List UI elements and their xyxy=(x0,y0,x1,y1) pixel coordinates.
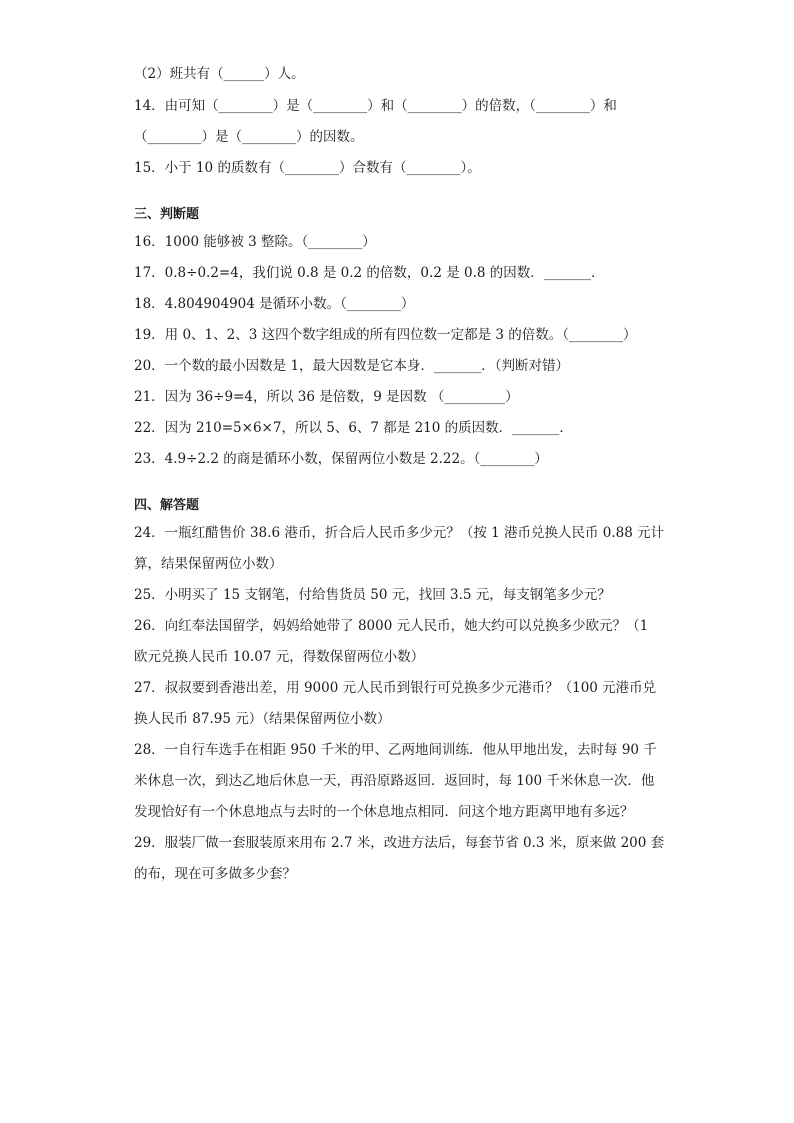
question-28-line-2: 米休息一次，到达乙地后休息一天，再沿原路返回．返回时，每 100 千米休息一次．他 xyxy=(134,773,655,789)
question-21: 21．因为 36÷9=4，所以 36 是倍数，9 是因数 （_________） xyxy=(134,389,519,405)
question-28-line-3: 发现恰好有一个休息地点与去时的一个休息地点相同．问这个地方距离甲地有多远？ xyxy=(134,804,634,820)
question-20: 20．一个数的最小因数是 1，最大因数是它本身．_______．（判断对错） xyxy=(134,358,570,374)
question-26-line-1: 26．向红奉法国留学，妈妈给她带了 8000 元人民币，她大约可以兑换多少欧元？（1 xyxy=(134,618,649,634)
question-29-line-1: 29．服装厂做一套服装原来用布 2.7 米，改进方法后，每套节省 0.3 米，原来做 200 套 xyxy=(134,835,665,851)
question-17: 17．0.8÷0.2=4，我们说 0.8 是 0.2 的倍数，0.2 是 0.8 的因数．_______． xyxy=(134,265,605,281)
question-29-line-2: 的布，现在可多做多少套？ xyxy=(134,866,296,882)
question-14-line-1: 14．由可知（________）是（________）和（________）的倍数，（________）和 xyxy=(134,98,617,114)
question-24-line-1: 24．一瓶红醋售价 38.6 港币，折合后人民币多少元？（按 1 港币兑换人民币 0.88 元计 xyxy=(134,525,665,541)
question-16: 16．1000 能够被 3 整除。（________） xyxy=(134,234,376,250)
question-19: 19．用 0、1、2、3 这四个数字组成的所有四位数一定都是 3 的倍数。（________） xyxy=(134,327,637,343)
question-25: 25．小明买了 15 支钢笔，付给售货员 50 元，找回 3.5 元，每支钢笔多少元？ xyxy=(134,587,611,603)
question-15: 15．小于 10 的质数有（________）合数有（________）。 xyxy=(134,160,481,176)
question-24-line-2: 算，结果保留两位小数） xyxy=(134,556,283,572)
question-28-line-1: 28．一自行车选手在相距 950 千米的甲、乙两地间训练．他从甲地出发，去时每 90 千 xyxy=(134,742,657,758)
section-answer-title: 四、解答题 xyxy=(134,498,200,513)
section-judgement-title: 三、判断题 xyxy=(134,207,200,222)
question-13-part-2: （2）班共有（______）人。 xyxy=(134,66,305,82)
question-27-line-1: 27．叔叔要到香港出差，用 9000 元人民币到银行可兑换多少元港币？（100 元港币兑 xyxy=(134,680,657,696)
question-14-line-2: （________）是（________）的因数。 xyxy=(134,129,364,145)
question-18: 18．4.804904904 是循环小数。（________） xyxy=(134,296,415,312)
question-23: 23．4.9÷2.2 的商是循环小数，保留两位小数是 2.22。（________） xyxy=(134,451,548,467)
question-27-line-2: 换人民币 87.95 元）（结果保留两位小数） xyxy=(134,711,391,727)
question-22: 22．因为 210=5×6×7，所以 5、6、7 都是 210 的质因数．_______． xyxy=(134,420,573,436)
question-26-line-2: 欧元兑换人民币 10.07 元，得数保留两位小数） xyxy=(134,649,425,665)
